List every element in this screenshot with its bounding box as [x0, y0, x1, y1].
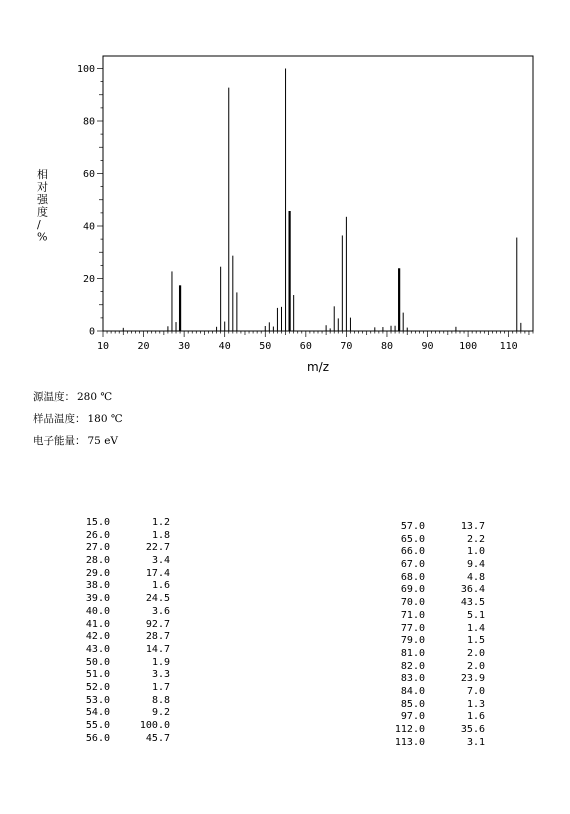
peak-mz: 84.0	[400, 685, 425, 697]
peak-mz: 79.0	[400, 635, 425, 647]
y-tick-label: 40	[82, 221, 95, 233]
peak-abundance: 1.7	[151, 681, 170, 693]
peak-mz: 52.0	[85, 681, 110, 693]
peak-abundance: 9.2	[151, 707, 170, 719]
peak-table-row	[381, 711, 485, 724]
peak-table-row	[66, 644, 170, 657]
peak-table-row	[66, 568, 170, 581]
peak-mz: 41.0	[85, 618, 110, 630]
x-tick-label: 30	[178, 341, 191, 352]
peak-abundance: 24.5	[145, 593, 170, 605]
peak-table-row	[66, 695, 170, 708]
y-tick-label: 20	[82, 274, 95, 285]
peak-abundance: 1.4	[466, 622, 485, 634]
peak-table-row	[381, 635, 485, 648]
x-tick-label: 50	[259, 341, 272, 352]
peak-table-row	[381, 699, 485, 712]
peak-table-row	[381, 686, 485, 699]
peak-mz: 56.0	[85, 732, 110, 744]
peak-table-row	[381, 648, 485, 661]
peak-abundance: 1.8	[151, 529, 170, 541]
peak-mz: 43.0	[85, 643, 110, 655]
peak-abundance: 1.6	[466, 711, 485, 723]
condition-label: 样品温度：	[33, 413, 86, 425]
peak-mz: 97.0	[400, 711, 425, 723]
peak-mz: 15.0	[85, 517, 110, 528]
x-tick-label: 20	[137, 341, 150, 352]
peak-mz: 42.0	[85, 631, 110, 643]
peak-table-row	[66, 580, 170, 593]
peak-mz: 29.0	[85, 567, 110, 579]
condition-label: 电子能量：	[33, 435, 86, 447]
y-tick-label: 80	[82, 116, 95, 128]
peak-mz: 54.0	[85, 707, 110, 719]
peak-table-right	[381, 521, 485, 749]
condition-label: 源温度：	[33, 391, 75, 403]
peak-abundance: 92.7	[145, 618, 170, 630]
peak-abundance: 9.4	[466, 559, 485, 571]
peak-table-row	[381, 546, 485, 559]
peak-table-row	[66, 707, 170, 720]
peak-mz: 40.0	[85, 605, 110, 617]
x-tick-label: 10	[96, 341, 110, 352]
x-tick-label: 100	[459, 341, 478, 352]
axis-tick-labels	[77, 64, 518, 352]
peak-mz: 70.0	[400, 597, 425, 609]
peak-mz: 51.0	[85, 669, 110, 681]
peak-abundance: 36.4	[460, 584, 485, 596]
peak-mz: 68.0	[400, 571, 425, 583]
peak-mz: 53.0	[85, 694, 110, 706]
peak-table-row	[381, 661, 485, 674]
peak-abundance: 1.6	[151, 580, 170, 592]
peak-table-row	[381, 559, 485, 572]
mass-spectrum-chart	[0, 0, 570, 380]
peak-abundance: 35.6	[460, 724, 485, 735]
peak-table-row	[381, 623, 485, 636]
peak-mz: 67.0	[400, 559, 425, 571]
x-tick-label: 110	[499, 341, 518, 352]
peak-abundance: 1.0	[466, 546, 485, 558]
peak-table-row	[66, 530, 170, 543]
peak-table-row	[381, 521, 485, 534]
peak-table-row	[381, 673, 485, 686]
peak-mz: 66.0	[400, 546, 425, 558]
x-tick-label: 90	[421, 341, 434, 352]
condition-value: 280 ℃	[77, 391, 113, 403]
peak-abundance: 1.9	[151, 656, 170, 668]
peak-abundance: 1.5	[466, 635, 485, 647]
x-axis-label: m/z	[306, 360, 330, 374]
x-tick-label: 70	[340, 341, 353, 352]
y-axis-label-char: /	[37, 218, 41, 231]
y-axis-label-char: %	[37, 230, 48, 244]
peak-mz: 50.0	[85, 656, 110, 668]
peak-mz: 28.0	[85, 555, 110, 567]
y-tick-label: 60	[82, 169, 95, 180]
x-tick-label: 60	[299, 341, 312, 352]
peak-mz: 57.0	[400, 521, 425, 532]
peak-table-row	[66, 682, 170, 695]
peak-abundance: 7.0	[466, 685, 485, 697]
peak-table-row	[66, 517, 170, 530]
peak-table-row	[66, 542, 170, 555]
y-axis-label	[37, 167, 49, 244]
peak-table-row	[66, 733, 170, 746]
peak-abundance: 2.0	[466, 647, 485, 659]
condition-value: 180 ℃	[87, 413, 123, 425]
peak-abundance: 22.7	[145, 542, 170, 554]
peak-mz: 83.0	[400, 673, 425, 685]
peak-abundance: 3.6	[151, 605, 170, 617]
peak-table-row	[381, 572, 485, 585]
peak-abundance: 5.1	[466, 609, 485, 621]
peak-table-row	[381, 597, 485, 610]
peak-table-row	[381, 610, 485, 623]
y-axis-label-char: 度	[37, 205, 48, 219]
plot-border	[103, 56, 533, 331]
peak-table-row	[66, 657, 170, 670]
y-axis-label-char: 对	[37, 180, 48, 194]
peak-table-row	[66, 669, 170, 682]
peak-mz: 85.0	[400, 698, 425, 710]
peak-mz: 65.0	[400, 533, 425, 545]
peak-abundance: 17.4	[145, 567, 170, 579]
x-tick-label: 40	[218, 341, 231, 352]
condition-row	[33, 411, 123, 426]
peak-abundance: 43.5	[460, 597, 485, 609]
peak-table-row	[381, 534, 485, 547]
peak-table-row	[381, 724, 485, 737]
condition-row	[33, 433, 118, 448]
peak-mz: 81.0	[400, 647, 425, 659]
axis-ticks	[97, 69, 533, 338]
plot-frame	[103, 56, 533, 331]
peak-abundance: 13.7	[460, 521, 485, 532]
peak-table-row	[66, 593, 170, 606]
peak-table-row	[66, 606, 170, 619]
peak-table-row	[66, 619, 170, 632]
condition-value: 75 eV	[87, 435, 118, 447]
peak-table-left	[66, 517, 170, 745]
peak-table-row	[66, 720, 170, 733]
peak-table-row	[381, 584, 485, 597]
peak-mz: 112.0	[394, 724, 425, 735]
peak-mz: 82.0	[400, 660, 425, 672]
peak-abundance: 8.8	[151, 694, 170, 706]
peak-abundance: 28.7	[145, 631, 170, 643]
peak-mz: 69.0	[400, 584, 425, 596]
peak-mz: 38.0	[85, 580, 110, 592]
peak-abundance: 23.9	[460, 673, 485, 685]
peak-mz: 77.0	[400, 622, 425, 634]
peak-mz: 27.0	[85, 542, 110, 554]
peak-mz: 26.0	[85, 529, 110, 541]
y-tick-label: 100	[76, 64, 95, 75]
peak-mz: 39.0	[85, 593, 110, 605]
peak-mz: 55.0	[85, 720, 110, 731]
peak-abundance: 2.2	[466, 533, 485, 545]
peak-table-row	[66, 631, 170, 644]
peak-abundance: 1.2	[151, 517, 170, 528]
peak-abundance: 1.3	[466, 698, 485, 710]
peak-abundance: 3.1	[466, 736, 485, 748]
peak-table-row	[381, 737, 485, 750]
x-tick-label: 80	[380, 341, 393, 352]
peak-abundance: 45.7	[145, 732, 170, 744]
peak-abundance: 2.0	[466, 660, 485, 672]
peak-abundance: 4.8	[466, 571, 485, 583]
y-tick-label: 0	[88, 326, 95, 338]
peak-table-row	[66, 555, 170, 568]
peak-abundance: 100.0	[139, 720, 170, 731]
peak-abundance: 3.4	[151, 555, 170, 567]
peak-abundance: 14.7	[145, 643, 170, 655]
y-axis-label-char: 强	[37, 193, 48, 206]
peak-mz: 71.0	[400, 609, 425, 621]
peak-abundance: 3.3	[151, 669, 170, 681]
condition-row	[33, 389, 112, 404]
y-axis-label-char: 相	[37, 168, 48, 181]
peak-mz: 113.0	[394, 736, 425, 748]
peak-bars	[123, 69, 521, 332]
